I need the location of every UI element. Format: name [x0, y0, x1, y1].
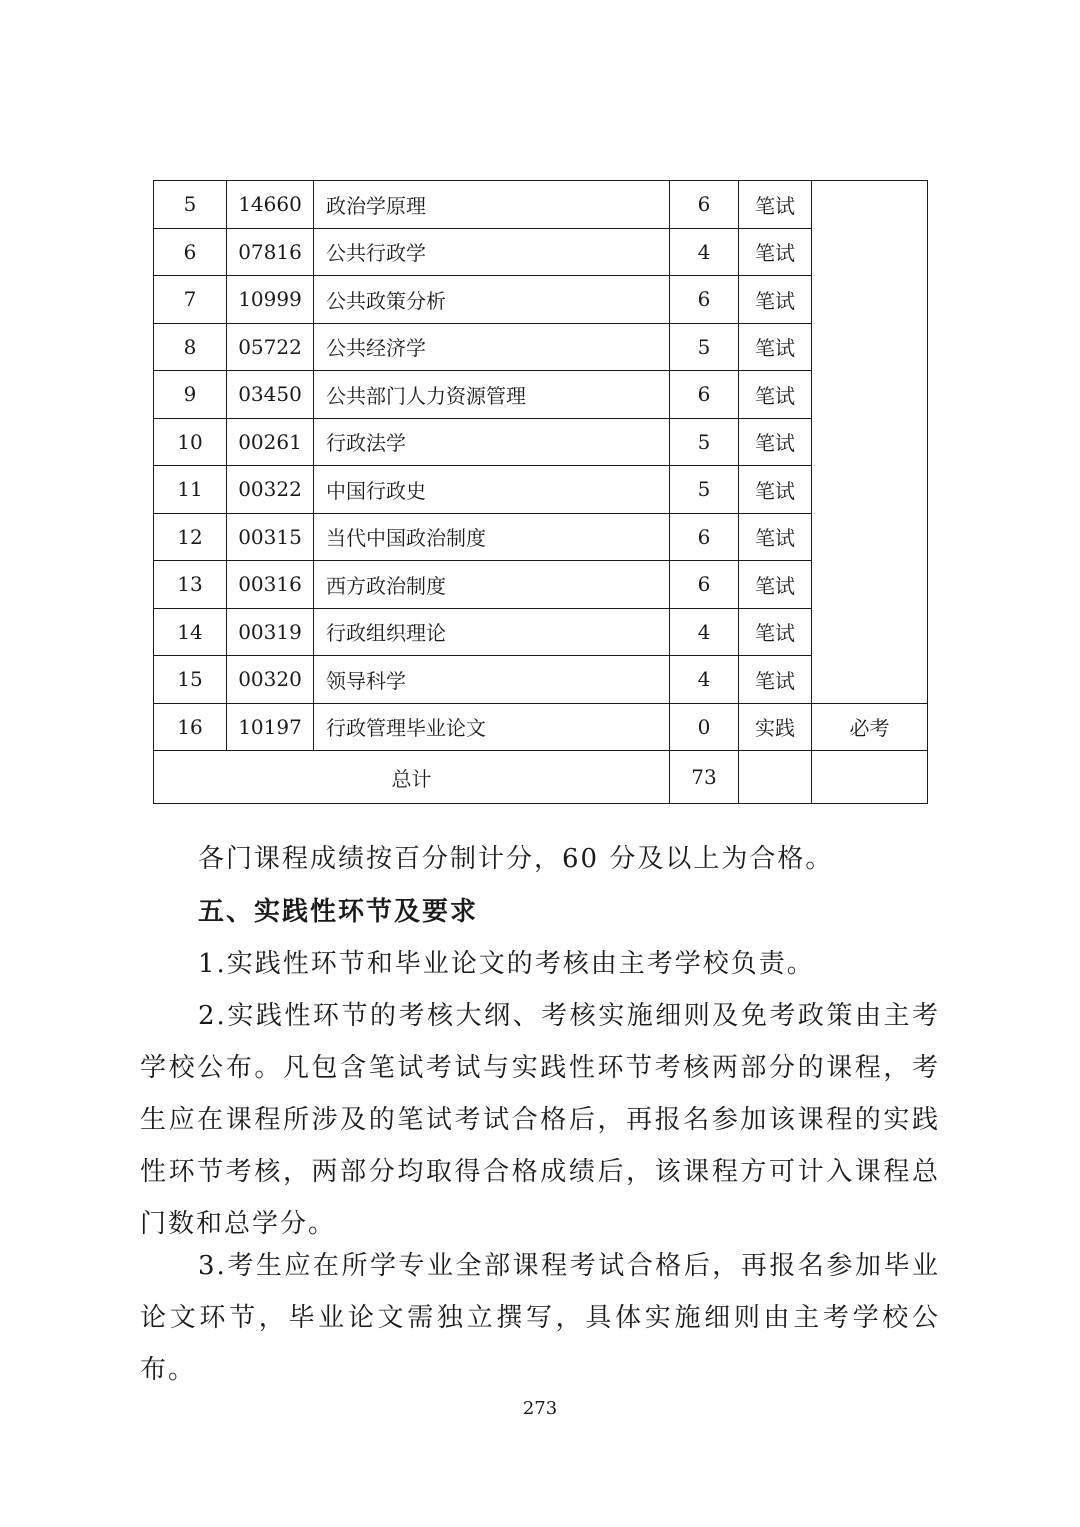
course-number: 12 [154, 513, 227, 561]
total-row [154, 751, 928, 804]
course-code: 07816 [227, 228, 314, 276]
course-name: 当代中国政治制度 [314, 513, 670, 561]
requirement-item-1: 1.实践性环节和毕业论文的考核由主考学校负责。 [198, 949, 815, 979]
table-row [154, 656, 928, 704]
course-number: 5 [154, 181, 227, 229]
course-code: 05722 [227, 323, 314, 371]
table-row [154, 181, 928, 229]
page-number: 273 [522, 1398, 558, 1419]
exam-type: 笔试 [739, 656, 812, 704]
table-row [154, 513, 928, 561]
course-name: 行政组织理论 [314, 608, 670, 656]
course-name: 公共政策分析 [314, 276, 670, 324]
remark-cell-merged [812, 181, 928, 704]
course-number: 16 [154, 703, 227, 751]
course-code: 00322 [227, 466, 314, 514]
course-credit: 6 [670, 561, 739, 609]
course-number: 8 [154, 323, 227, 371]
course-name: 行政管理毕业论文 [314, 703, 670, 751]
table-row [154, 323, 928, 371]
grading-note: 各门课程成绩按百分制计分，60 分及以上为合格。 [198, 844, 834, 874]
course-code: 10999 [227, 276, 314, 324]
table-row [154, 371, 928, 419]
exam-type: 笔试 [739, 276, 812, 324]
course-credit: 4 [670, 656, 739, 704]
course-number: 6 [154, 228, 227, 276]
course-code: 14660 [227, 181, 314, 229]
course-remark: 必考 [812, 703, 928, 751]
course-name: 政治学原理 [314, 181, 670, 229]
course-code: 03450 [227, 371, 314, 419]
exam-type: 笔试 [739, 323, 812, 371]
course-table [153, 180, 928, 804]
course-credit: 4 [670, 608, 739, 656]
table-row [154, 608, 928, 656]
course-credit: 5 [670, 418, 739, 466]
exam-type: 笔试 [739, 418, 812, 466]
table-row [154, 418, 928, 466]
course-number: 9 [154, 371, 227, 419]
course-code: 00315 [227, 513, 314, 561]
exam-type: 笔试 [739, 228, 812, 276]
course-number: 13 [154, 561, 227, 609]
course-number: 7 [154, 276, 227, 324]
course-code: 10197 [227, 703, 314, 751]
course-name: 公共经济学 [314, 323, 670, 371]
course-name: 公共行政学 [314, 228, 670, 276]
total-remark-empty [812, 751, 928, 804]
exam-type: 笔试 [739, 371, 812, 419]
table-row [154, 276, 928, 324]
course-credit: 0 [670, 703, 739, 751]
table-row [154, 703, 928, 751]
course-credit: 6 [670, 371, 739, 419]
course-name: 公共部门人力资源管理 [314, 371, 670, 419]
course-code: 00261 [227, 418, 314, 466]
section-heading: 五、实践性环节及要求 [198, 897, 479, 927]
exam-type: 笔试 [739, 466, 812, 514]
course-number: 10 [154, 418, 227, 466]
course-code: 00320 [227, 656, 314, 704]
course-code: 00319 [227, 608, 314, 656]
course-code: 00316 [227, 561, 314, 609]
course-number: 15 [154, 656, 227, 704]
course-name: 中国行政史 [314, 466, 670, 514]
course-name: 领导科学 [314, 656, 670, 704]
course-credit: 4 [670, 228, 739, 276]
table-row [154, 561, 928, 609]
course-credit: 5 [670, 323, 739, 371]
total-label: 总计 [154, 751, 670, 804]
course-credit: 5 [670, 466, 739, 514]
total-type-empty [739, 751, 812, 804]
course-name: 西方政治制度 [314, 561, 670, 609]
exam-type: 笔试 [739, 608, 812, 656]
course-credit: 6 [670, 276, 739, 324]
requirement-item-2: 2.实践性环节的考核大纲、考核实施细则及免考政策由主考学校公布。凡包含笔试考试与实践性环节考核两部分的课程，考生应在课程所涉及的笔试考试合格后，再报名参加该课程的实践性环节考核，两部分均取得合格成绩后，该课程方可计入课程总门数和总学分。 [140, 1001, 940, 1239]
course-credit: 6 [670, 181, 739, 229]
course-number: 11 [154, 466, 227, 514]
exam-type: 实践 [739, 703, 812, 751]
exam-type: 笔试 [739, 181, 812, 229]
table-row [154, 466, 928, 514]
course-number: 14 [154, 608, 227, 656]
course-name: 行政法学 [314, 418, 670, 466]
exam-type: 笔试 [739, 561, 812, 609]
exam-type: 笔试 [739, 513, 812, 561]
total-credit: 73 [670, 751, 739, 804]
requirement-item-3: 3.考生应在所学专业全部课程考试合格后，再报名参加毕业论文环节，毕业论文需独立撰写，具体实施细则由主考学校公布。 [140, 1251, 940, 1385]
table-row [154, 228, 928, 276]
course-credit: 6 [670, 513, 739, 561]
